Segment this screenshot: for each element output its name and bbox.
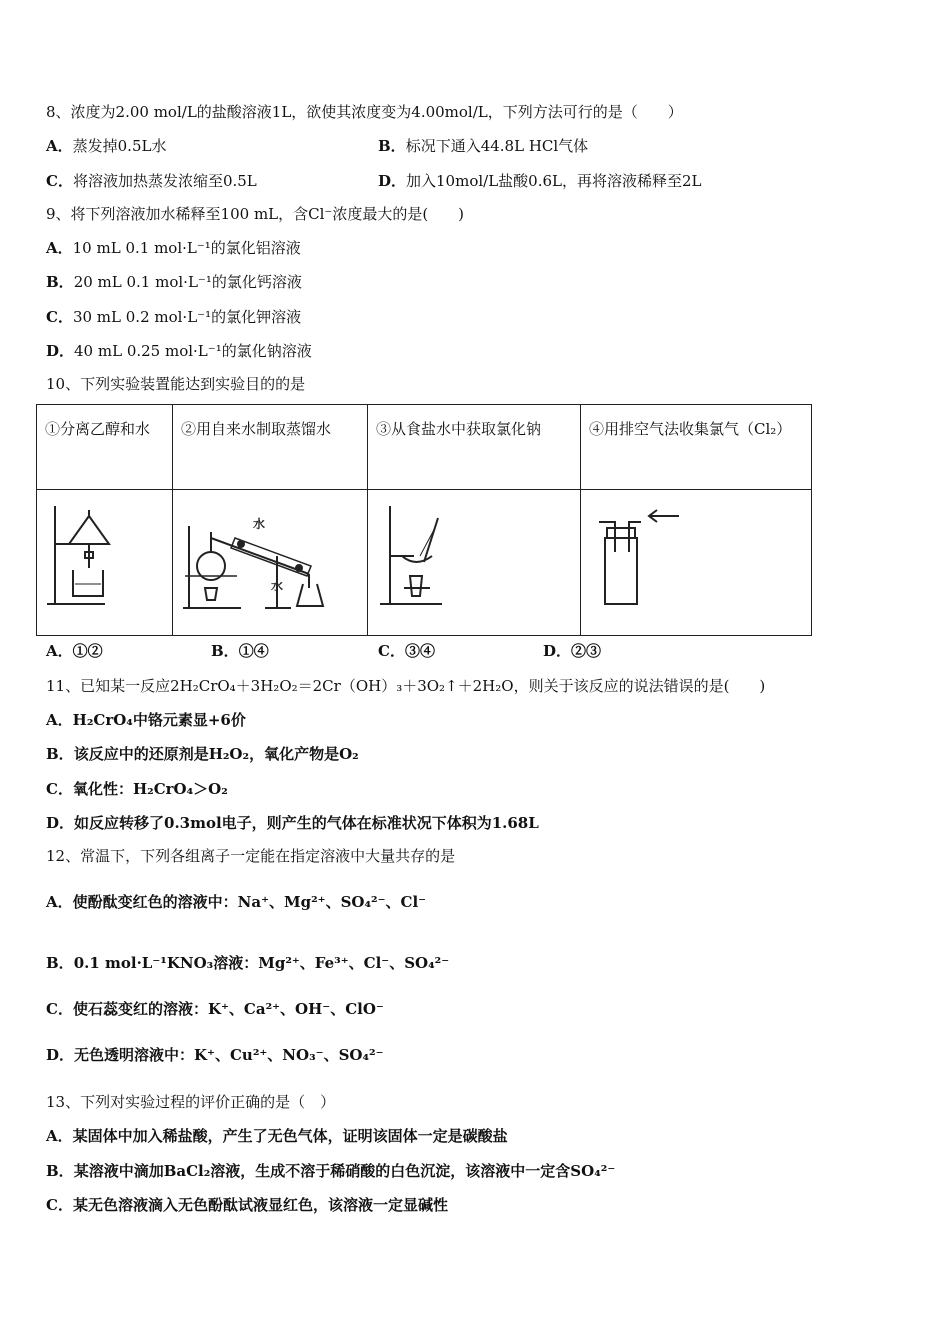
q13-stem: 13、下列对实验过程的评价正确的是（ ）: [46, 1093, 336, 1111]
q10-figure-4: [581, 490, 812, 636]
q10-header-2: ②用自来水制取蒸馏水: [173, 405, 368, 490]
q10-option-b: B．①④: [211, 642, 269, 660]
q10-option-a: A．①②: [46, 642, 103, 660]
q12-option-c: C．使石蕊变红的溶液：K⁺、Ca²⁺、OH⁻、ClO⁻: [46, 1000, 384, 1018]
q12-stem: 12、常温下，下列各组离子一定能在指定溶液中大量共存的是: [46, 847, 456, 865]
q11-option-b: B．该反应中的还原剂是H₂O₂，氧化产物是O₂: [46, 745, 359, 763]
q9-option-d: D．40 mL 0.25 mol·L⁻¹的氯化钠溶液: [46, 342, 312, 360]
q11-stem: 11、已知某一反应2H₂CrO₄＋3H₂O₂＝2Cr（OH）₃＋3O₂↑＋2H₂O，则关于该反应的说法错误的是( ): [46, 677, 766, 695]
q10-option-d: D．②③: [543, 642, 602, 660]
q9-option-c: C．30 mL 0.2 mol·L⁻¹的氯化钾溶液: [46, 308, 302, 326]
q8-option-d: D．加入10mol/L盐酸0.6L，再将溶液稀释至2L: [378, 172, 702, 190]
q9-option-b: B．20 mL 0.1 mol·L⁻¹的氯化钙溶液: [46, 273, 302, 291]
evaporation-apparatus-figure: [376, 496, 456, 616]
water-label-in: 水: [253, 517, 266, 531]
separatory-funnel-figure: [45, 496, 125, 616]
q12-option-d: D．无色透明溶液中：K⁺、Cu²⁺、NO₃⁻、SO₄²⁻: [46, 1046, 384, 1064]
q12-option-b: B．0.1 mol·L⁻¹KNO₃溶液：Mg²⁺、Fe³⁺、Cl⁻、SO₄²⁻: [46, 954, 450, 972]
q10-figure-2: [173, 490, 368, 636]
q11-option-d: D．如反应转移了0.3mol电子，则产生的气体在标准状况下体积为1.68L: [46, 814, 539, 832]
q12-option-a: A．使酚酞变红色的溶液中：Na⁺、Mg²⁺、SO₄²⁻、Cl⁻: [46, 893, 427, 911]
q10-stem: 10、下列实验装置能达到实验目的的是: [46, 375, 306, 393]
q10-header-4: ④用排空气法收集氯气（Cl₂）: [581, 405, 812, 490]
q9-option-a: A．10 mL 0.1 mol·L⁻¹的氯化铝溶液: [46, 239, 301, 257]
q11-option-a: A．H₂CrO₄中铬元素显+6价: [46, 711, 246, 729]
q10-header-1: ①分离乙醇和水: [37, 405, 173, 490]
q8-option-b: B．标况下通入44.8L HCl气体: [378, 137, 589, 155]
q10-figure-1: [37, 490, 173, 636]
q13-option-b: B．某溶液中滴加BaCl₂溶液，生成不溶于稀硝酸的白色沉淀，该溶液中一定含SO₄²⁻: [46, 1162, 616, 1180]
q13-option-c: C．某无色溶液滴入无色酚酞试液显红色，该溶液一定显碱性: [46, 1196, 448, 1214]
gas-collection-bottle-figure: [589, 496, 699, 616]
q9-stem: 9、将下列溶液加水稀释至100 mL，含Cl⁻浓度最大的是( ): [46, 205, 465, 223]
water-label-out: 水: [271, 579, 284, 593]
q8-option-c: C．将溶液加热蒸发浓缩至0.5L: [46, 172, 257, 190]
q10-figure-3: [368, 490, 581, 636]
q8-stem: 8、浓度为2.00 mol/L的盐酸溶液1L，欲使其浓度变为4.00mol/L，下列方法可行的是（ ）: [46, 103, 683, 121]
q8-option-a: A．蒸发掉0.5L水: [46, 137, 167, 155]
q13-option-a: A．某固体中加入稀盐酸，产生了无色气体，证明该固体一定是碳酸盐: [46, 1127, 508, 1145]
q10-header-3: ③从食盐水中获取氯化钠: [368, 405, 581, 490]
q11-option-c: C．氧化性：H₂CrO₄＞O₂: [46, 780, 228, 798]
q10-option-c: C．③④: [378, 642, 435, 660]
q10-apparatus-table: [36, 404, 812, 636]
distillation-apparatus-figure: [181, 496, 346, 616]
